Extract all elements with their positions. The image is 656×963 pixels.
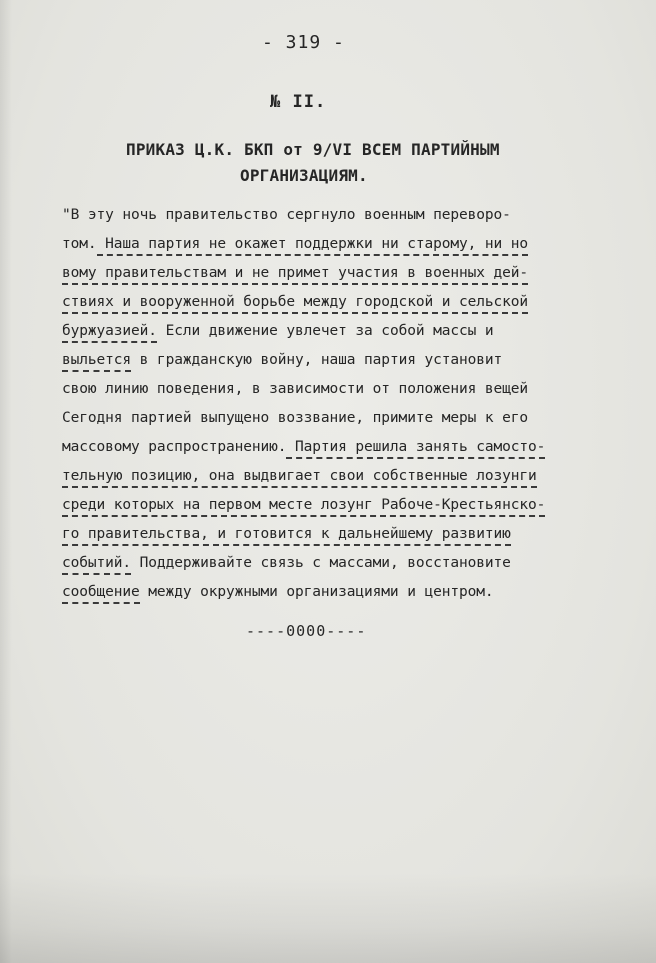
underlined-text: Наша партия не окажет поддержки ни старому, ни но <box>97 236 529 256</box>
body-text: свою линию поведения, в зависимости от положения вещей <box>62 381 529 397</box>
body-line <box>62 584 494 600</box>
body-text: Поддерживайте связь с массами, восстановите <box>131 555 511 571</box>
section-separator: ----0000---- <box>246 622 367 640</box>
body-line <box>62 352 502 368</box>
body-line <box>62 439 545 455</box>
underlined-text: ствиях и вооруженной борьбе между городской и сельской <box>62 294 528 314</box>
body-line <box>62 468 537 484</box>
underlined-text: тельную позицию, она выдвигает свои собственные лозунги <box>62 468 537 488</box>
body-line <box>62 497 545 513</box>
underlined-text: событий. <box>62 555 131 575</box>
page-fold-shadow <box>0 873 656 963</box>
body-line <box>62 294 528 310</box>
body-text: в гражданскую войну, наша партия установит <box>131 352 503 368</box>
body-line <box>62 555 511 571</box>
underlined-text: Партия решила занять самосто- <box>286 439 545 459</box>
body-line <box>62 381 528 397</box>
body-line <box>62 410 528 426</box>
body-text: "В эту ночь правительство сергнуло военным переворо- <box>62 207 511 223</box>
body-text: Если движение увлечет за собой массы и <box>156 323 494 339</box>
body-text: между окружными организациями и центром. <box>139 584 494 600</box>
body-line <box>62 323 494 339</box>
body-text: том. <box>62 236 97 252</box>
body-line <box>62 236 528 252</box>
title-line-2: ОРГАНИЗАЦИЯМ. <box>240 166 368 185</box>
body-text: Сегодня партией выпущено воззвание, примите меры к его <box>62 410 529 426</box>
body-line <box>62 526 511 542</box>
body-line <box>62 265 528 281</box>
underlined-text: го правительства, и готовится к дальнейшему развитию <box>62 526 511 546</box>
underlined-text: среди которых на первом месте лозунг Рабоче-Крестьянско- <box>62 497 545 517</box>
page-number: - 319 - <box>262 32 345 53</box>
page-edge-shadow <box>0 0 12 963</box>
title-line-1: ПРИКАЗ Ц.К. БКП от 9/VI ВСЕМ ПАРТИЙНЫМ <box>126 140 500 159</box>
body-text: массовому распространению. <box>62 439 287 455</box>
underlined-text: вому правительствам и не примет участия в военных дей- <box>62 265 528 285</box>
body-line <box>62 207 511 223</box>
underlined-text: буржуазией. <box>62 323 157 343</box>
underlined-text: сообщение <box>62 584 140 604</box>
document-number: № II. <box>270 92 327 112</box>
underlined-text: выльется <box>62 352 131 372</box>
